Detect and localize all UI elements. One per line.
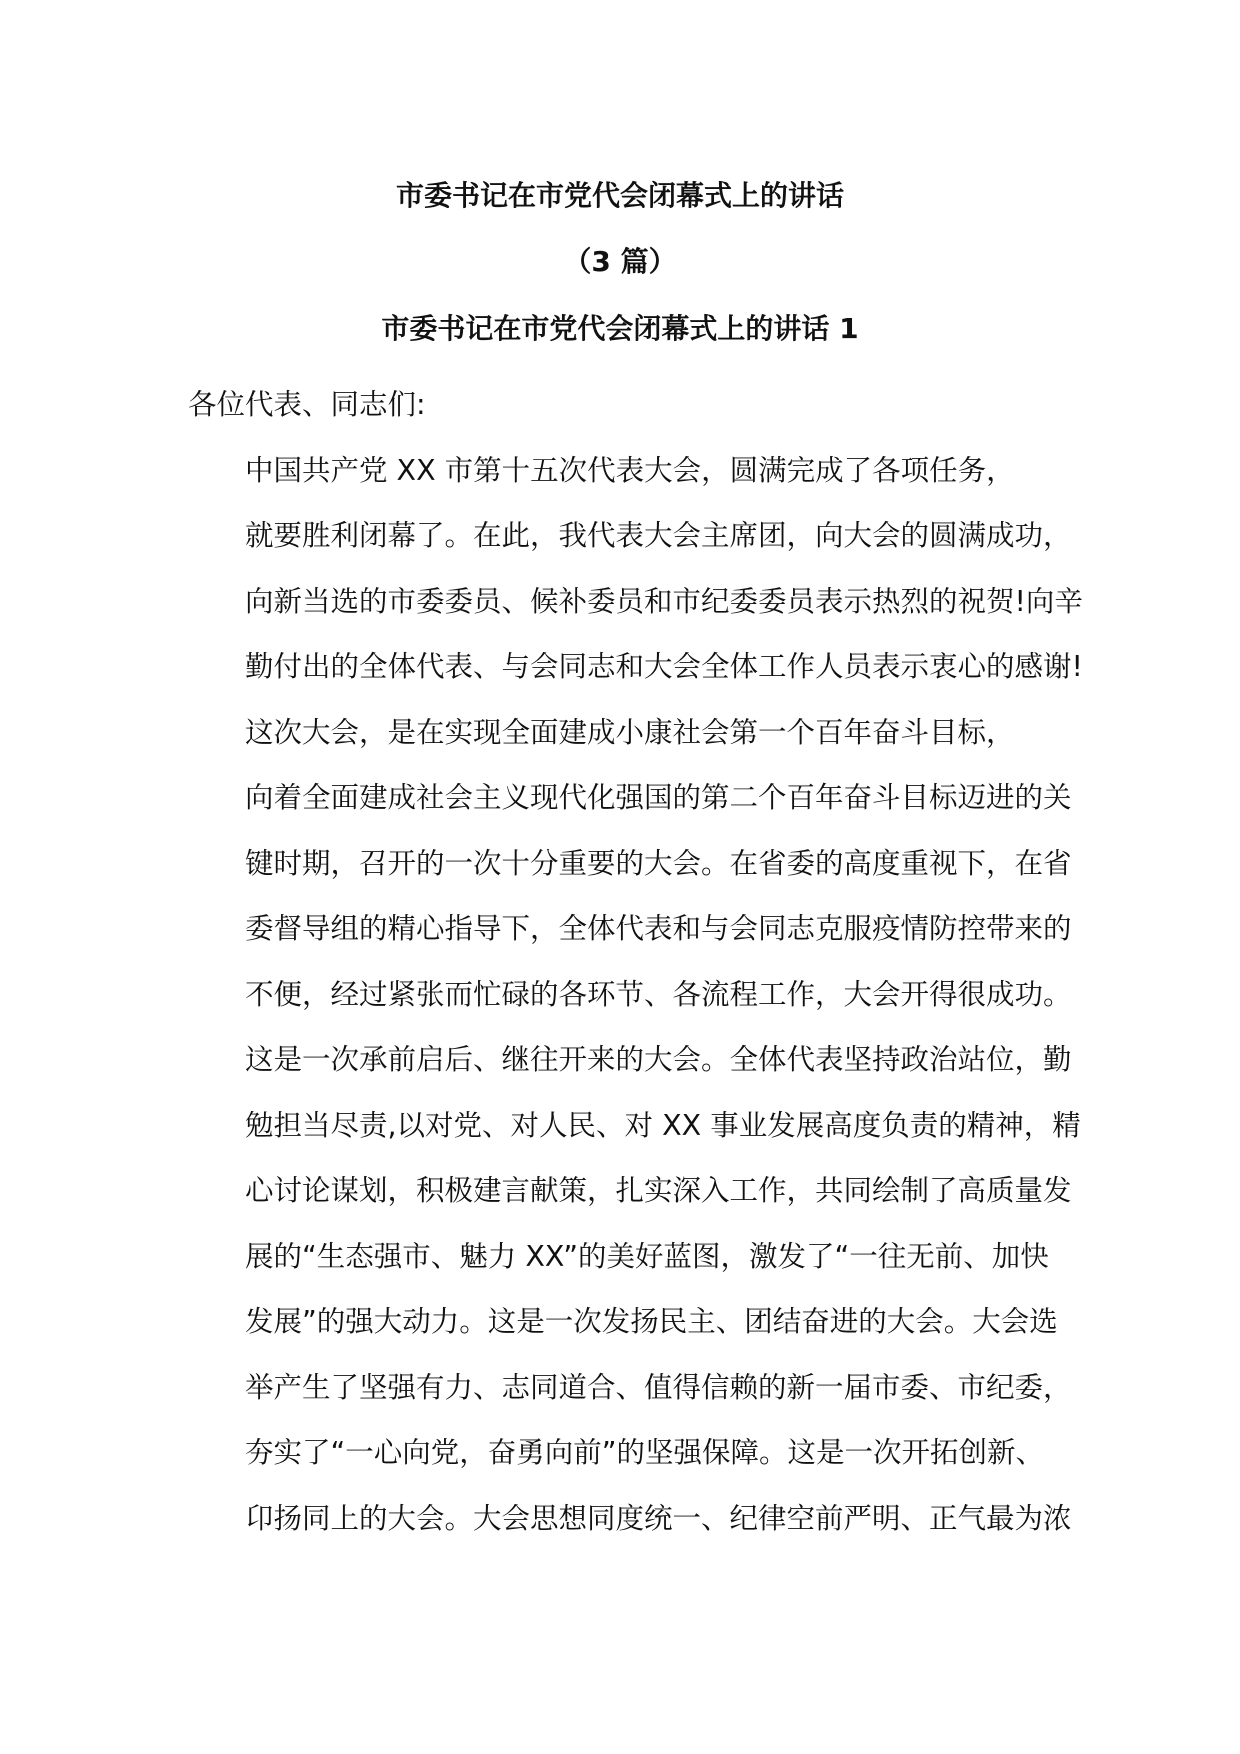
text-line: 就要胜利闭幕了。在此，我代表大会主席团，向大会的圆满成功，	[245, 519, 1072, 552]
text-line: 向着全面建成社会主义现代化强国的第二个百年奋斗目标迈进的关	[245, 781, 1072, 814]
text-line: 中国共产党 XX 市第十五次代表大会，圆满完成了各项任务，	[245, 453, 1015, 487]
text-line: 委督导组的精心指导下，全体代表和与会同志克服疫情防控带来的	[245, 912, 1072, 945]
text-line: 展的“生态强市、魅力 XX”的美好蓝图，激发了“一往无前、加快	[245, 1239, 1049, 1273]
text-line: 向新当选的市委委员、候补委员和市纪委委员表示热烈的祝贺!向辛	[245, 584, 1083, 618]
text-line: 卬扬同上的大会。大会思想同度统一、纪律空前严明、正气最为浓	[245, 1501, 1072, 1535]
text-line: 举产生了坚强有力、志同道合、值得信赖的新一届市委、市纪委，	[245, 1370, 1072, 1404]
text-line: 不便，经过紧张而忙碌的各环节、各流程工作，大会开得很成功。	[245, 977, 1072, 1011]
text-line: 这是一次承前启后、继往开来的大会。全体代表坚持政治站位，勤	[245, 1043, 1072, 1076]
section-title: 市委书记在市党代会闭幕式上的讲话 1	[381, 312, 859, 345]
text-line: 发展”的强大动力。这是一次发扬民主、团结奋进的大会。大会选	[245, 1305, 1058, 1338]
text-line: 勤付出的全体代表、与会同志和大会全体工作人员表示衷心的感谢!	[245, 650, 1083, 683]
text-line: 这次大会，是在实现全面建成小康社会第一个百年奋斗目标，	[245, 715, 1015, 749]
text-line: 勉担当尽责,以对党、对人民、对 XX 事业发展高度负责的精神，精	[245, 1108, 1081, 1142]
text-line: 心讨论谋划，积极建言献策，扎实深入工作，共同绘制了高质量发	[245, 1174, 1072, 1207]
document-title: 市委书记在市党代会闭幕式上的讲话	[395, 179, 844, 212]
text-line: 夯实了“一心向党，奋勇向前”的坚强保障。这是一次开拓创新、	[245, 1436, 1045, 1469]
document-body	[188, 372, 1083, 1551]
salutation: 各位代表、同志们:	[188, 388, 426, 421]
paragraph-2	[188, 700, 1081, 1552]
text-line: 键时期，召开的一次十分重要的大会。在省委的高度重视下，在省	[245, 846, 1072, 880]
document-subtitle: （3 篇）	[563, 245, 677, 278]
paragraph-1	[188, 438, 1083, 700]
